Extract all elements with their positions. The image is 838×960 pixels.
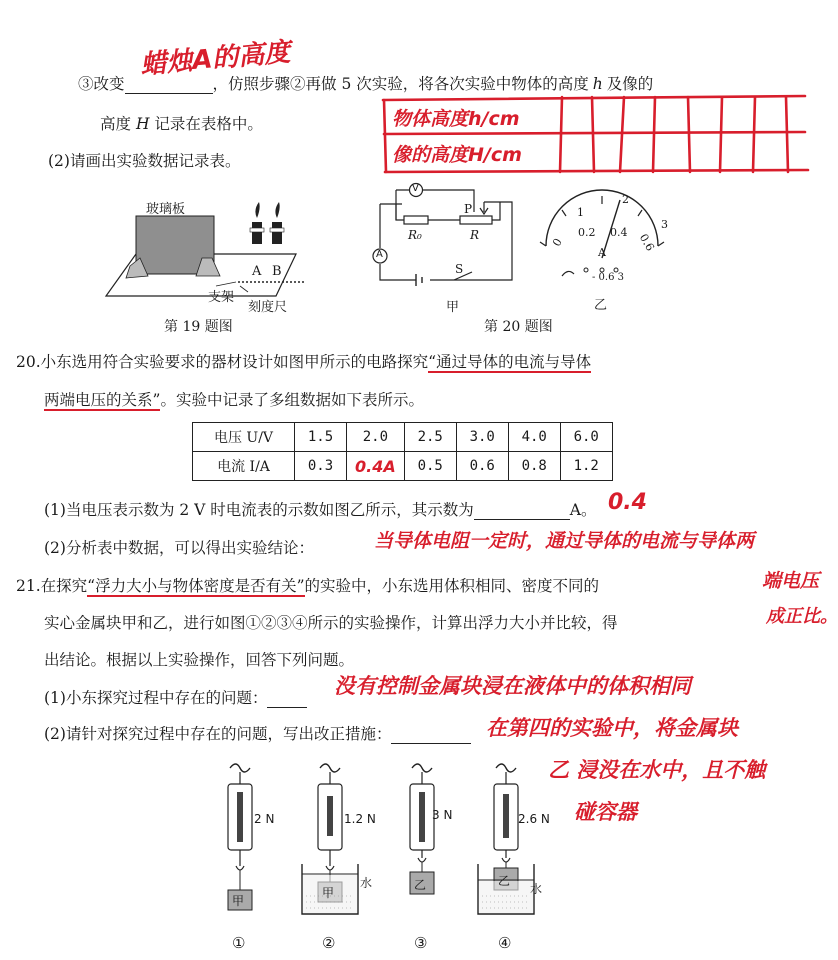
rheostat	[460, 216, 492, 224]
q19-label-a: A	[252, 264, 262, 279]
q20-label-yi: 乙	[594, 298, 608, 313]
meter-tick-04: 0.4	[610, 226, 628, 239]
q19-line2: 高度 H 记录在表格中。	[100, 115, 263, 133]
fig4-reading: 2.6 N	[518, 812, 550, 826]
q20-part2-hand: 当导体电阻一定时，通过导体的电流与导体两	[374, 530, 755, 552]
meter-tick-06: 0.6	[636, 231, 657, 254]
q20-circuit	[372, 182, 522, 302]
fig1-label: ①	[232, 934, 246, 952]
battery	[416, 274, 422, 286]
q20-label-v: V	[412, 183, 419, 194]
q21-stem-line3: 出结论。根据以上实验操作，回答下列问题。	[44, 651, 355, 669]
fig2-liquid: 水	[360, 876, 373, 890]
meter-unit: A	[598, 246, 606, 259]
q20-label-p: P	[464, 202, 473, 216]
q21-part2-hand-2: 乙 浸没在水中，且不触	[548, 758, 766, 782]
candle-a	[252, 222, 262, 244]
meter-tick-2: 2	[622, 193, 629, 206]
q20-data-table	[192, 422, 613, 481]
candle-b	[272, 222, 282, 244]
resistor-r0	[404, 216, 428, 224]
table-row: 电压 U/V 1.5 2.0 2.5 3.0 4.0 6.0	[193, 423, 613, 452]
q19-label-ruler: 刻度尺	[248, 300, 288, 315]
q21-stem-line2: 实心金属块甲和乙，进行如图①②③④所示的实验操作，计算出浮力大小并比较，得	[44, 614, 618, 632]
q20-stem-line2: 两端电压的关系”。实验中记录了多组数据如下表所示。	[44, 391, 424, 409]
q19-label-glass: 玻璃板	[146, 202, 186, 217]
q21-part2: (2)请针对探究过程中存在的问题，写出改正措施：	[44, 722, 471, 744]
q20-label-jia: 甲	[446, 300, 460, 315]
q19-hand-answer: 蜡烛A的高度	[139, 37, 292, 81]
q21-part1-hand: 没有控制金属块浸在液体中的体积相同	[334, 674, 691, 698]
q20-stem-line1: 20.小东选用符合实验要求的器材设计如图甲所示的电路探究“通过导体的电流与导体	[16, 353, 592, 371]
q20-part1: (1)当电压表示数为 2 V 时电流表的示数如图乙所示，其示数为 A。	[44, 501, 597, 519]
q20-label-s: S	[455, 262, 464, 276]
fig3-reading: 3 N	[432, 808, 453, 822]
slider-p	[480, 202, 488, 214]
flame-b	[275, 202, 279, 218]
q21-stem-hand2: 成正比。	[766, 606, 838, 627]
q20-part1-hand: 0.4	[608, 490, 647, 515]
fig3-label: ③	[414, 934, 428, 952]
spring-scale-4	[466, 762, 546, 932]
fig4-block: 乙	[498, 874, 511, 888]
q20-caption: 第 20 题图	[484, 319, 553, 335]
fig3-block: 乙	[414, 878, 427, 892]
q20-label-a: A	[376, 249, 383, 260]
spring-scale-2	[290, 762, 373, 932]
q19-part2: (2)请画出实验数据记录表。	[48, 152, 241, 170]
fig1-reading: 2 N	[254, 812, 275, 826]
fig1-block: 甲	[232, 894, 245, 908]
q21-stem-hand1: 端电压	[762, 570, 820, 592]
q20-label-r0: R₀	[408, 228, 422, 242]
fig2-label: ②	[322, 934, 336, 952]
q19-hand-table	[0, 0, 830, 200]
fig2-block: 甲	[322, 886, 335, 900]
q20-part2: (2)分析表中数据，可以得出实验结论：	[44, 539, 314, 557]
meter-terminals: - 0.6 3	[592, 272, 625, 283]
table-row: 电流 I/A 0.3 0.4A 0.5 0.6 0.8 1.2	[193, 452, 613, 481]
q21-stem-line1: 21.在探究“浮力大小与物体密度是否有关”的实验中，小东选用体积相同、密度不同的	[16, 577, 600, 595]
meter-tick-0: 0	[550, 236, 565, 249]
q21-part2-hand-3: 碰容器	[574, 800, 637, 824]
q20-label-r: R	[470, 228, 480, 242]
q20-part1-blank	[474, 519, 570, 520]
fig2-reading: 1.2 N	[344, 812, 376, 826]
q19-caption: 第 19 题图	[164, 319, 233, 335]
fig4-liquid: 水	[530, 882, 543, 896]
meter-tick-02: 0.2	[578, 226, 596, 239]
q21-part2-hand-1: 在第四的实验中，将金属块	[486, 716, 738, 740]
fig4-label: ④	[498, 934, 512, 952]
meter-tick-1: 1	[577, 206, 584, 219]
q19-step3-line: ③改变 ，仿照步骤②再做 5 次实验，将各次实验中物体的高度 h 及像的	[78, 75, 654, 93]
flame-a	[255, 202, 259, 218]
q19-figure	[100, 198, 300, 308]
spring-scale-3	[392, 762, 452, 932]
q19-hand-row1: 物体高度h/cm	[392, 108, 520, 130]
meter-tick-3: 3	[661, 218, 668, 231]
q19-hand-row2: 像的高度H/cm	[392, 144, 522, 166]
q21-part1: (1)小东探究过程中存在的问题：	[44, 686, 307, 708]
q19-label-stand: 支架	[208, 290, 235, 305]
q19-label-b: B	[272, 264, 282, 279]
hand-cell: 0.4A	[347, 452, 405, 481]
